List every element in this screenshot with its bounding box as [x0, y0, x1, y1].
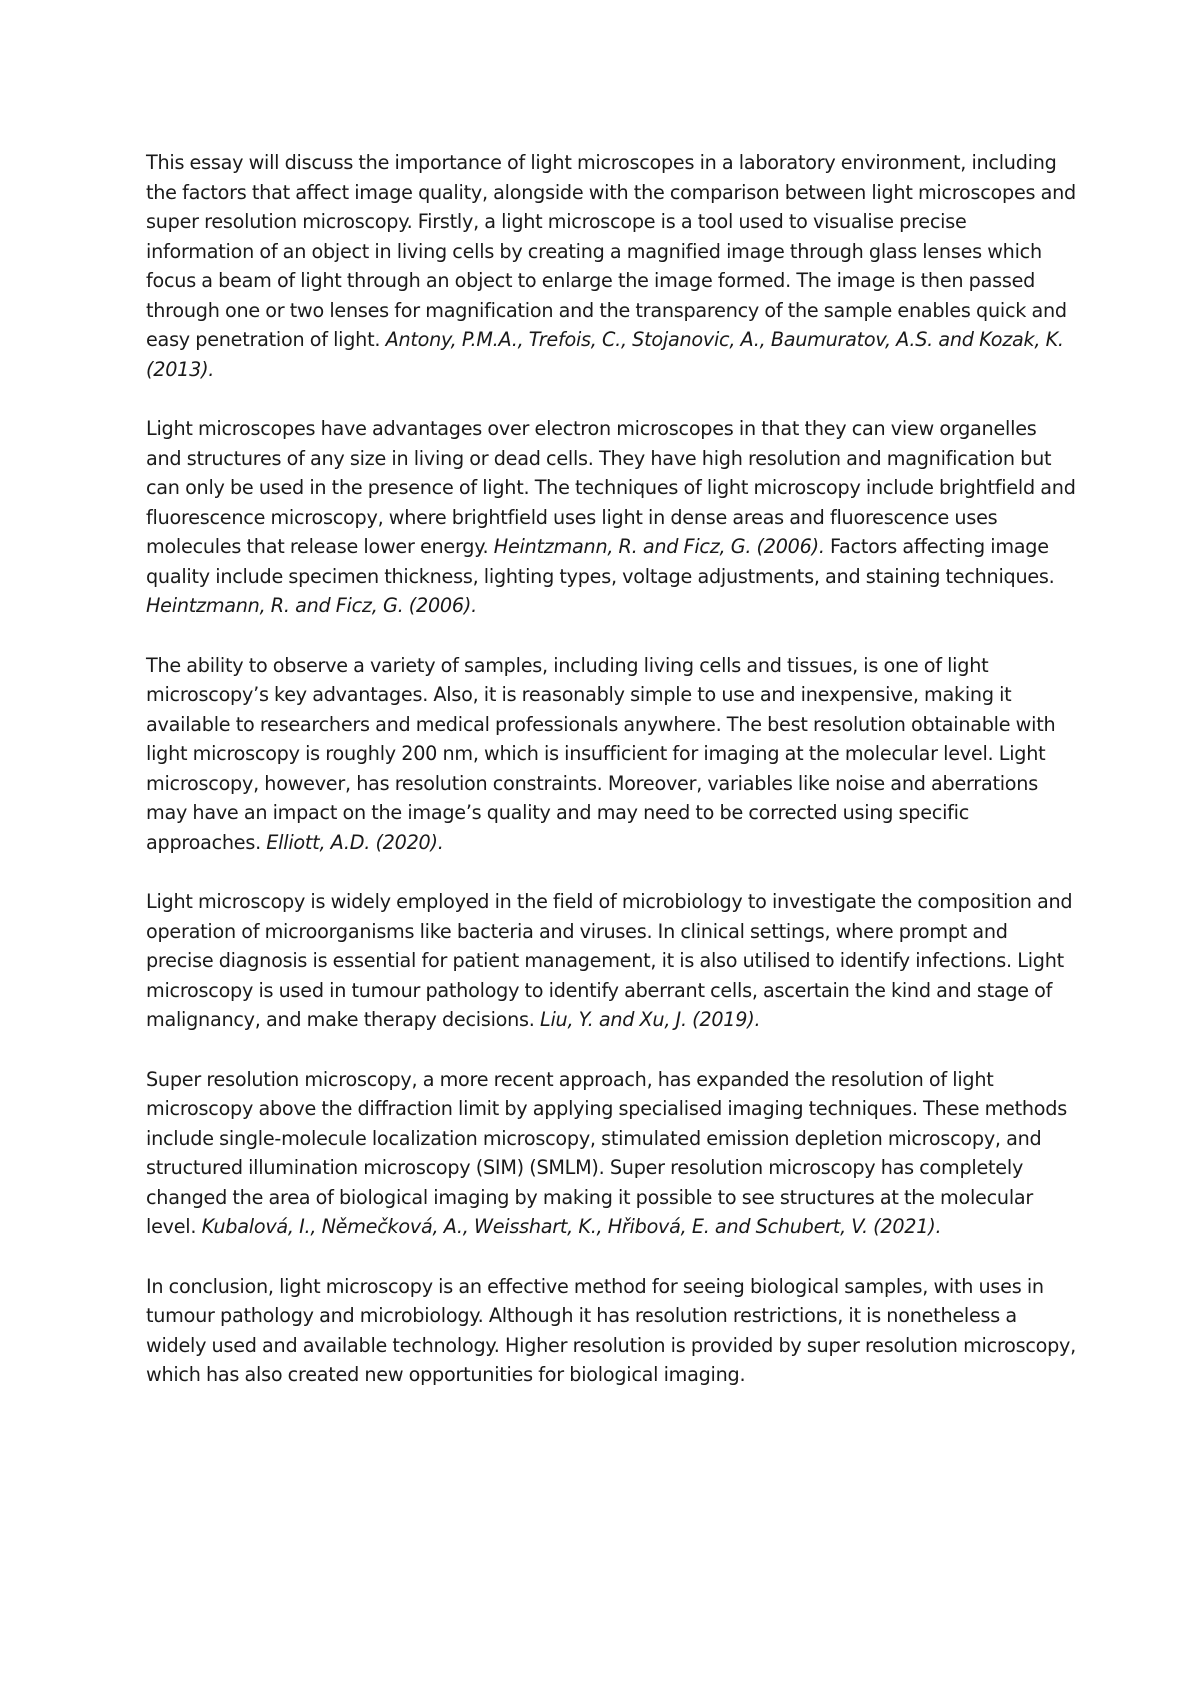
paragraph-applications: [146, 887, 1076, 1035]
citation: Heintzmann, R. and Ficz, G. (2006).: [146, 594, 477, 617]
paragraph-advantages: [146, 414, 1076, 621]
citation: Kubalová, I., Němečková, A., Weisshart, K., Hřibová, E. and Schubert, V. (2021).: [201, 1215, 942, 1238]
citation: Liu, Y. and Xu, J. (2019).: [540, 1008, 761, 1031]
paragraph-key-advantages: [146, 651, 1076, 858]
paragraph-text: The ability to observe a variety of samples, including living cells and tissues, is one of light microscopy’s key advantages. Also, it is reasonably simple to use and inexpensive, making it available to researchers and medical professionals anywhere. The best resolution obtainable with light microscopy is roughly 200 nm, which is insufficient for imaging at the molecular level. Light microscopy, however, has resolution constraints. Moreover, variables like noise and aberrations may have an impact on the image’s quality and may need to be corrected using specific approaches.: [146, 653, 1056, 854]
paragraph-text: Light microscopes have advantages over electron microscopes in that they can view organelles and structures of any size in living or dead cells. They have high resolution and magnification but can only be used in the presence of light. The techniques of light microscopy include brightfield and fluorescence microscopy, where brightfield uses light in dense areas and fluorescence uses molecules that release lower energy.: [146, 417, 1076, 558]
paragraph-text: This essay will discuss the importance of light microscopes in a laboratory environment, including the factors that affect image quality, alongside with the comparison between light microscopes and super resolution microscopy. Firstly, a light microscope is a tool used to visualise precise information of an object in living cells by creating a magnified image through glass lenses which focus a beam of light through an object to enlarge the image formed. The image is then passed through one or two lenses for magnification and the transparency of the sample enables quick and easy penetration of light.: [146, 151, 1076, 351]
paragraph-conclusion: [146, 1272, 1076, 1390]
paragraph-text: Factors affecting image quality include specimen thickness, lighting types, voltage adjustments, and staining techniques.: [146, 535, 1055, 588]
paragraph-super-resolution: [146, 1065, 1076, 1242]
citation: Heintzmann, R. and Ficz, G. (2006).: [493, 535, 825, 558]
citation: Elliott, A.D. (2020).: [266, 830, 444, 854]
document-body: [146, 148, 1076, 1420]
citation: Antony, P.M.A., Trefois, C., Stojanovic, A., Baumuratov, A.S. and Kozak, K. (2013).: [146, 328, 1064, 381]
paragraph-text: In conclusion, light microscopy is an effective method for seeing biological samples, with uses in tumour pathology and microbiology. Although it has resolution restrictions, it is nonetheless a widely used and available technology. Higher resolution is provided by super resolution microscopy, which has also created new opportunities for biological imaging.: [146, 1274, 1077, 1386]
paragraph-text: Light microscopy is widely employed in the field of microbiology to investigate the composition and operation of microorganisms like bacteria and viruses. In clinical settings, where prompt and precise diagnosis is essential for patient management, it is also utilised to identify infections. Light microscopy is used in tumour pathology to identify aberrant cells, ascertain the kind and stage of malignancy, and make therapy decisions.: [146, 890, 1073, 1031]
paragraph-text: Super resolution microscopy, a more recent approach, has expanded the resolution of light microscopy above the diffraction limit by applying specialised imaging techniques. These methods include single-molecule localization microscopy, stimulated emission depletion microscopy, and structured illumination microscopy (SIM) (SMLM). Super resolution microscopy has completely changed the area of biological imaging by making it possible to see structures at the molecular level.: [146, 1067, 1067, 1238]
paragraph-introduction: [146, 148, 1076, 384]
